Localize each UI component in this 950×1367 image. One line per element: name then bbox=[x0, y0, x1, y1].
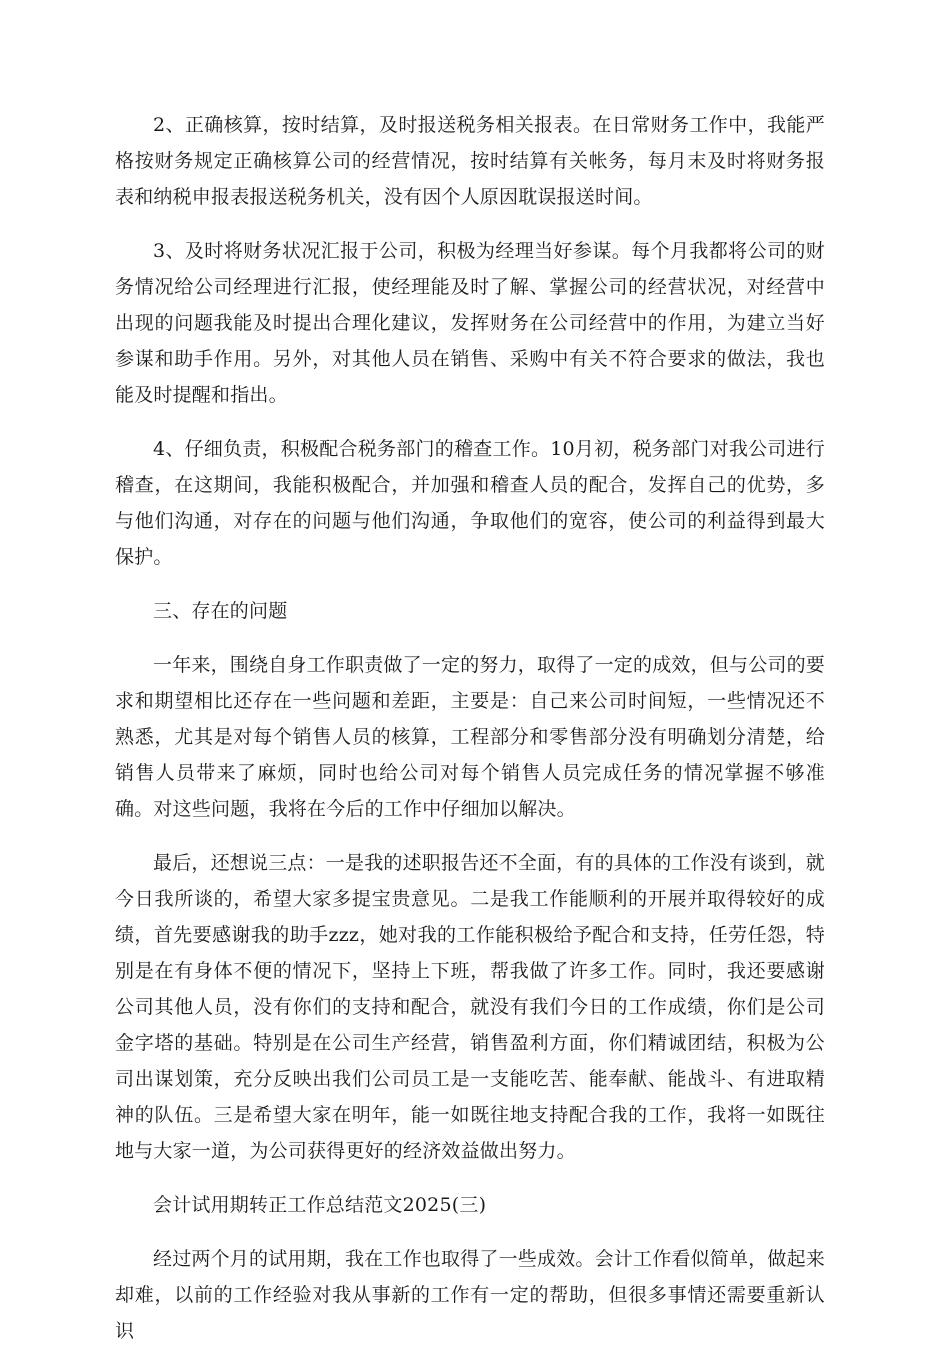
paragraph-probation-intro: 经过两个月的试用期，我在工作也取得了一些成效。会计工作看似简单，做起来却难，以前的工作经验对我从事新的工作有一定的帮助，但很多事情还需要重新认识 bbox=[115, 1248, 826, 1342]
paragraph-tax-audit: 4、仔细负责，积极配合税务部门的稽查工作。10月初，税务部门对我公司进行稽查，在这期间，我能积极配合，并加强和稽查人员的配合，发挥自己的优势，多与他们沟通，对存在的问题与他们沟通，争取他们的宽容，使公司的利益得到最大保护。 bbox=[115, 438, 825, 568]
paragraph-problems: 一年来，围绕自身工作职责做了一定的努力，取得了一定的成效，但与公司的要求和期望相比还存在一些问题和差距，主要是：自己来公司时间短，一些情况还不熟悉，尤其是对每个销售人员的核算，工程部分和零售部分没有明确划分清楚，给销售人员带来了麻烦，同时也给公司对每个销售人员完成任务的情况掌握不够准确。对这些问题，我将在今后的工作中仔细加以解决。 bbox=[115, 654, 826, 820]
paragraph-financial-briefing: 3、及时将财务状况汇报于公司，积极为经理当好参谋。每个月我都将公司的财务情况给公司经理进行汇报，使经理能及时了解、掌握公司的经营状况，对经营中出现的问题我能及时提出合理化建议，发挥财务在公司经营中的作用，为建立当好参谋和助手作用。另外，对其他人员在销售、采购中有关不符合要求的做法，我也能及时提醒和指出。 bbox=[115, 240, 825, 406]
section-heading-sample-three: 会计试用期转正工作总结范文2025(三) bbox=[153, 1194, 487, 1216]
section-heading-problems: 三、存在的问题 bbox=[153, 600, 288, 622]
paragraph-timely-reporting: 2、正确核算，按时结算，及时报送税务相关报表。在日常财务工作中，我能严格按财务规定正确核算公司的经营情况，按时结算有关帐务，每月末及时将财务报表和纳税申报表报送税务机关，没有因个人原因耽误报送时间。 bbox=[115, 114, 825, 208]
document-body bbox=[115, 107, 825, 1367]
paragraph-closing-remarks: 最后，还想说三点：一是我的述职报告还不全面，有的具体的工作没有谈到，就今日我所谈的，希望大家多提宝贵意见。二是我工作能顺利的开展并取得较好的成绩，首先要感谢我的助手zzz，她对我的工作能积极给予配合和支持，任劳任怨，特别是在有身体不便的情况下，坚持上下班，帮我做了许多工作。同时，我还要感谢公司其他人员，没有你们的支持和配合，就没有我们今日的工作成绩，你们是公司金字塔的基础。特别是在公司生产经营，销售盈利方面，你们精诚团结，积极为公司出谋划策，充分反映出我们公司员工是一支能吃苦、能奉献、能战斗、有进取精神的队伍。三是希望大家在明年，能一如既往地支持配合我的工作，我将一如既往地与大家一道，为公司获得更好的经济效益做出努力。 bbox=[115, 852, 826, 1162]
